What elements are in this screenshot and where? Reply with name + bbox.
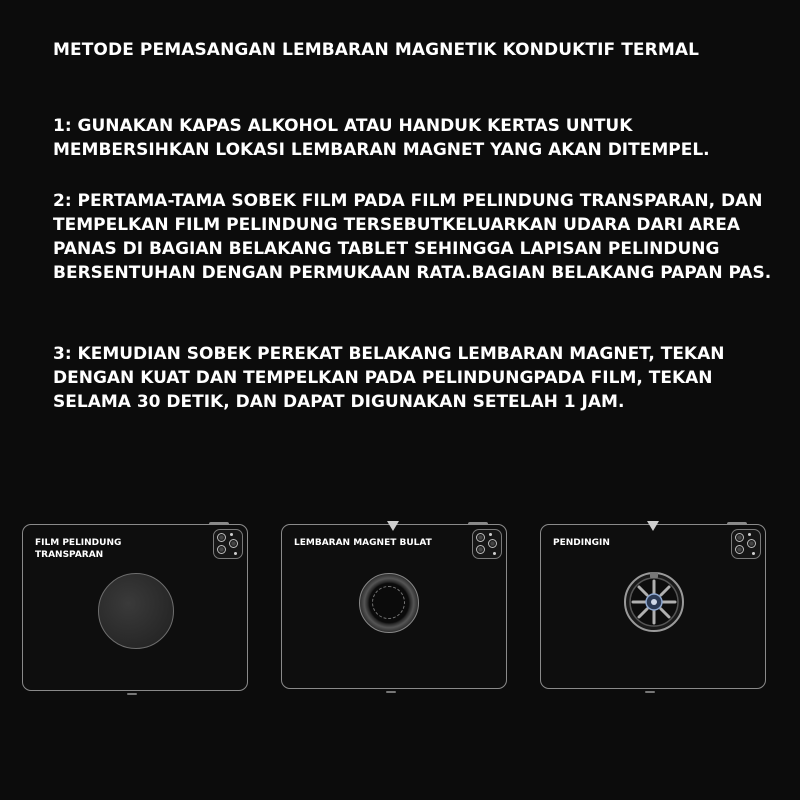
tablet-connector (645, 691, 655, 693)
protective-film-icon (98, 573, 174, 649)
panel-label-film: FILM PELINDUNG TRANSPARAN (35, 538, 122, 560)
pointer-arrow-icon (387, 521, 399, 531)
tablet-panel-cooler (540, 524, 766, 689)
camera-module-icon (213, 529, 243, 559)
tablet-panel-magnet (281, 524, 507, 689)
page-title: METODE PEMASANGAN LEMBARAN MAGNETIK KONDUKTIF TERMAL (53, 40, 700, 60)
tablet-side-button (727, 522, 747, 525)
tablet-side-button (468, 522, 488, 525)
instruction-step-2: 2: PERTAMA-TAMA SOBEK FILM PADA FILM PELINDUNG TRANSPARAN, DAN TEMPELKAN FILM PELINDUNG TERSEBUTKELUARKAN UDARA DARI AREA PANAS DI BAGIAN BELAKANG TABLET SEHINGGA LAPISAN PELINDUNG BERSENTUHAN DENGAN PERMUKAAN RATA.BAGIAN BELAKANG PAPAN PAS. (53, 191, 772, 283)
instruction-step-3: 3: KEMUDIAN SOBEK PEREKAT BELAKANG LEMBARAN MAGNET, TEKAN DENGAN KUAT DAN TEMPELKAN PADA PELINDUNGPADA FILM, TEKAN SELAMA 30 DETIK, DAN DAPAT DIGUNAKAN SETELAH 1 JAM. (53, 344, 725, 412)
tablet-connector (386, 691, 396, 693)
instruction-step-1: 1: GUNAKAN KAPAS ALKOHOL ATAU HANDUK KERTAS UNTUK MEMBERSIHKAN LOKASI LEMBARAN MAGNET YANG AKAN DITEMPEL. (53, 116, 710, 160)
cooler-fan-icon (623, 571, 685, 633)
tablet-side-button (209, 522, 229, 525)
tablet-connector (127, 693, 137, 695)
camera-module-icon (731, 529, 761, 559)
camera-module-icon (472, 529, 502, 559)
pointer-arrow-icon (647, 521, 659, 531)
round-magnet-sheet-icon (359, 573, 419, 633)
tablet-panel-film (22, 524, 248, 691)
panel-label-cooler: PENDINGIN (553, 538, 610, 548)
panel-label-magnet: LEMBARAN MAGNET BULAT (294, 538, 432, 548)
